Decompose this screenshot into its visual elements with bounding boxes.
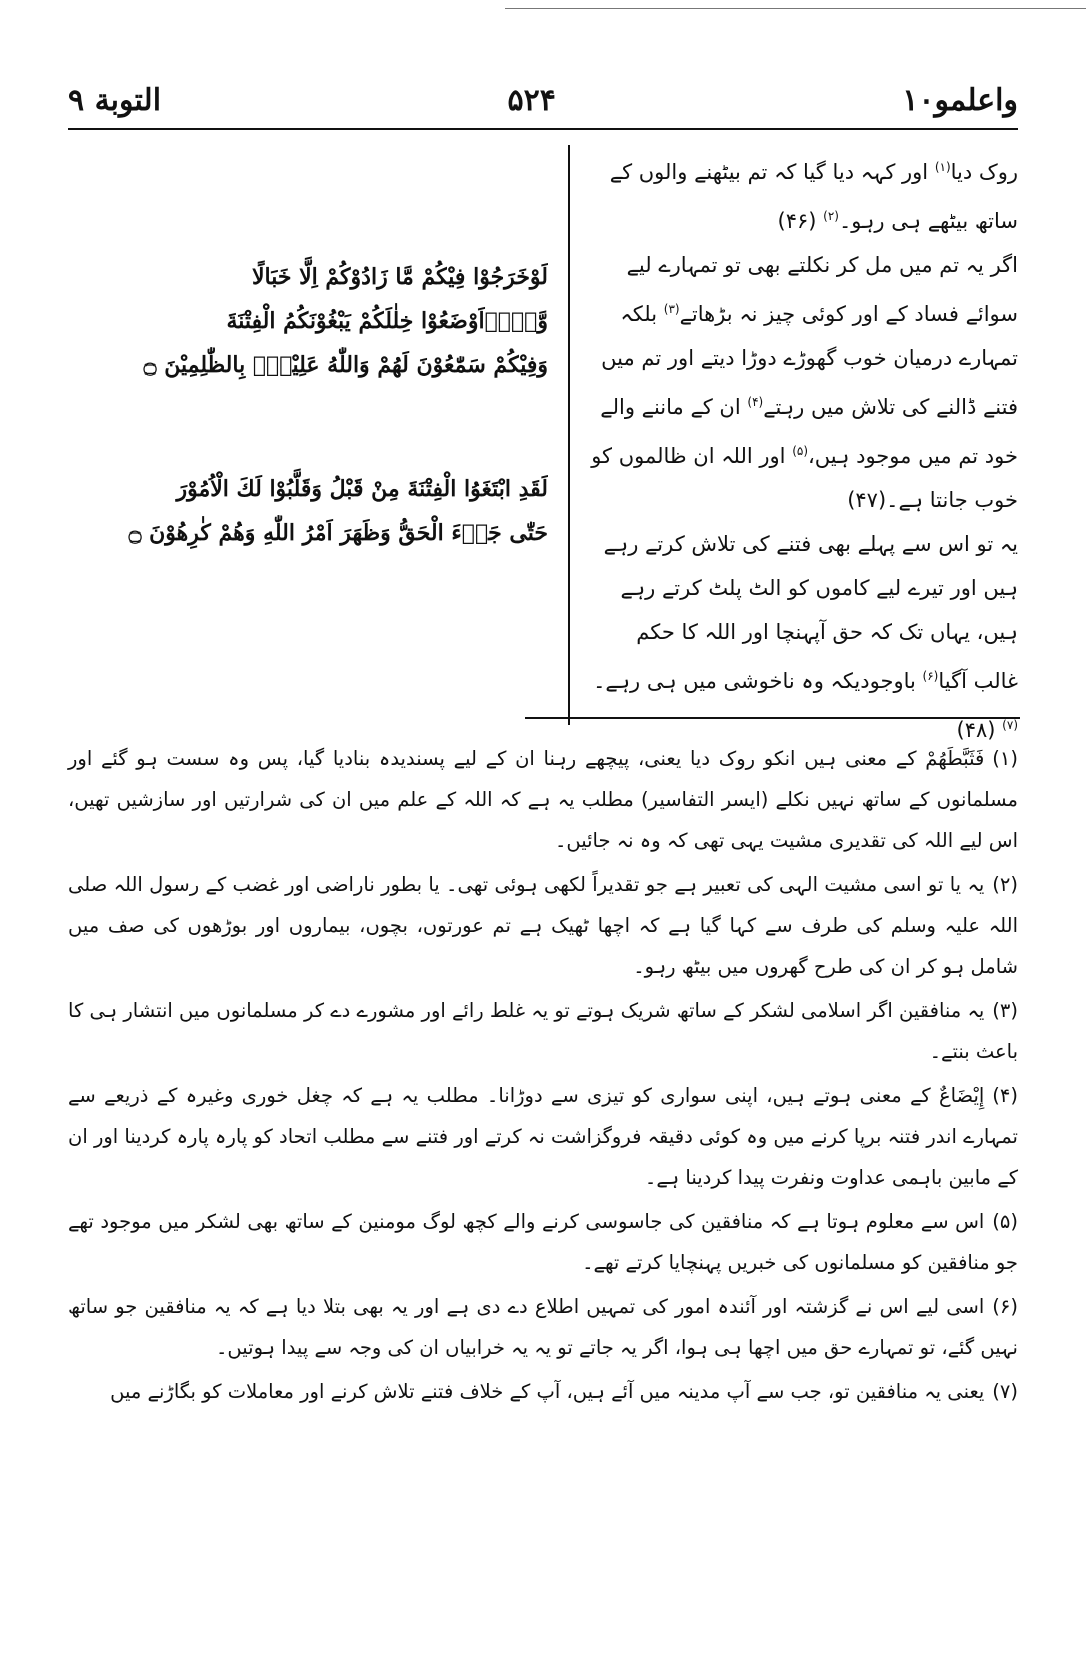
translation-verse-48: یہ تو اس سے پہلے بھی فتنے کی تلاش کرتے رہے ہیں اور تیرے لیے کاموں کو الٹ پلٹ کرتے رہے ہیں، یہاں تک کہ حق آپہنچا اور اللہ کا حکم غالب آگیا$^{(۶)}$ باوجودیکہ وہ ناخوشی میں ہی رہے۔$^{(۷)}$ (۴۸) xyxy=(593,532,1018,742)
footnote-number: (۲) xyxy=(992,873,1018,896)
page-number: ۵۲۴ xyxy=(507,82,556,118)
header-rule xyxy=(68,128,1018,130)
column-divider xyxy=(568,145,570,725)
footnote-3 xyxy=(68,990,1018,1072)
translation-verse-47: اگر یہ تم میں مل کر نکلتے بھی تو تمہارے لیے سوائے فساد کے اور کوئی چیز نہ بڑھاتے$^{(۳)}$ بلکہ تمہارے درمیان خوب گھوڑے دوڑا دیتے اور تم میں فتنے ڈالنے کی تلاش میں رہتے$^{(۴)}$ ان کے ماننے والے خود تم میں موجود ہیں،$^{(۵)}$ اور اللہ ان ظالموں کو خوب جانتا ہے۔(۴۷) xyxy=(591,253,1018,512)
arabic-text xyxy=(68,145,548,555)
footnote-number: (۱) xyxy=(992,747,1018,770)
footnote-number: (۷) xyxy=(992,1380,1018,1403)
footnote-1 xyxy=(68,738,1018,861)
footnote-ref[interactable]: (۶) xyxy=(922,669,939,683)
footnote-ref[interactable]: (۲) xyxy=(823,209,839,223)
urdu-translation xyxy=(588,145,1018,752)
footnote-number: (۵) xyxy=(992,1210,1018,1233)
translation-verse-46: روک دیا$^{(۱)}$ اور کہہ دیا گیا کہ تم بیٹھنے والوں کے ساتھ بیٹھے ہی رہو۔$^{(۲)}$ (۴۶) xyxy=(609,160,1018,233)
ayah-line: وَّلَاۡاَوْضَعُوْا خِلٰلَكُمْ يَبْغُوْنَكُمُ الْفِتْنَةَ xyxy=(226,308,548,334)
footnote-ref[interactable]: (۳) xyxy=(663,302,680,316)
footnote-7 xyxy=(68,1371,1018,1412)
ayah-line: لَقَدِ ابْتَغَوُا الْفِتْنَةَ مِنْ قَبْلُ وَقَلَّبُوْا لَكَ الْاُمُوْرَ xyxy=(176,476,548,502)
footnotes xyxy=(68,738,1018,1415)
footnote-ref[interactable]: (۷) xyxy=(1002,718,1018,732)
footnote-text: اسی لیے اس نے گزشتہ اور آئندہ امور کی تمہیں اطلاع دے دی ہے اور یہ بھی بتلا دیا ہے کہ یہ منافقین جو ساتھ نہیں گئے، تو تمہارے حق میں اچھا ہی ہوا، اگر یہ جاتے تو یہ یہ خرابیاں ان کی وجہ سے پیدا ہوتیں۔ xyxy=(68,1295,1018,1359)
page-header xyxy=(68,72,1018,128)
text-columns xyxy=(68,145,1018,742)
footnote-number: (۶) xyxy=(992,1295,1018,1318)
ayah-line: وَفِيْكُمْ سَمّٰعُوْنَ لَهُمْ وَاللّٰهُ عَلِيْمٌۢ بِالظّٰلِمِيْنَ ۝ xyxy=(143,352,548,378)
footnote-text: یہ منافقین اگر اسلامی لشکر کے ساتھ شریک ہوتے تو یہ غلط رائے اور مشورے دے کر مسلمانوں میں انتشار ہی کا باعث بنتے۔ xyxy=(68,999,1018,1063)
surah-title: التوبة ۹ xyxy=(68,82,162,118)
footnote-ref[interactable]: (۵) xyxy=(792,444,809,458)
footnote-ref[interactable]: (۴) xyxy=(747,395,764,409)
footnote-text: یعنی یہ منافقین تو، جب سے آپ مدینہ میں آئے ہیں، آپ کے خلاف فتنے تلاش کرنے اور معاملات کو بگاڑنے میں xyxy=(110,1380,985,1403)
ayah-line: لَوْخَرَجُوْا فِيْكُمْ مَّا زَادُوْكُمْ اِلَّا خَبَالًا xyxy=(251,264,548,290)
footnote-number: (۴) xyxy=(992,1084,1018,1107)
footnote-number: (۳) xyxy=(992,999,1018,1022)
footnote-5 xyxy=(68,1201,1018,1283)
para-title: واعلمو۱۰ xyxy=(902,82,1018,118)
footnote-2 xyxy=(68,864,1018,987)
footnote-4 xyxy=(68,1075,1018,1198)
footnote-text: یہ یا تو اسی مشیت الہی کی تعبیر ہے جو تقدیراً لکھی ہوئی تھی۔ یا بطور ناراضی اور غضب کے رسول اللہ صلی اللہ علیہ وسلم کی طرف سے کہا گیا ہے کہ اچھا ٹھیک ہے تم عورتوں، بچوں، بیماروں اور بوڑھوں کی صف میں شامل ہو کر ان کی طرح گھروں میں بیٹھ رہو۔ xyxy=(68,873,1018,978)
top-rule xyxy=(505,8,1086,9)
footnote-6 xyxy=(68,1286,1018,1368)
footnote-ref[interactable]: (۱) xyxy=(934,160,951,174)
footnote-text: اس سے معلوم ہوتا ہے کہ منافقین کی جاسوسی کرنے والے کچھ لوگ مومنین کے ساتھ بھی لشکر میں موجود تھے جو منافقین کو مسلمانوں کی خبریں پہنچایا کرتے تھے۔ xyxy=(68,1210,1018,1274)
footnote-text: فَثَبَّطَهُمْ کے معنی ہیں انکو روک دیا یعنی، پیچھے رہنا ان کے لیے پسندیدہ بنادیا گیا، پس وہ سست ہو گئے اور مسلمانوں کے ساتھ نہیں نکلے (ایسر التفاسیر) مطلب یہ ہے کہ اللہ کے علم میں ان کی شرارتیں اور سازشیں تھیں، اس لیے اللہ کی تقدیری مشیت یہی تھی کہ وہ نہ جائیں۔ xyxy=(68,747,1018,852)
footnote-text: إِيْضَاعٌ کے معنی ہوتے ہیں، اپنی سواری کو تیزی سے دوڑانا۔ مطلب یہ ہے کہ چغل خوری وغیرہ کے ذریعے سے تمہارے اندر فتنہ برپا کرنے میں وہ کوئی دقیقہ فروگزاشت نہ کرتے اور فتنے سے مطلب اتحاد کو پارہ پارہ کردینا اور ان کے مابین باہمی عداوت ونفرت پیدا کردینا ہے۔ xyxy=(68,1084,1018,1189)
ayah-line: حَتّٰى جَاۤءَ الْحَقُّ وَظَهَرَ اَمْرُ اللّٰهِ وَهُمْ كٰرِهُوْنَ ۝ xyxy=(128,520,548,546)
footnote-rule xyxy=(525,717,1020,719)
